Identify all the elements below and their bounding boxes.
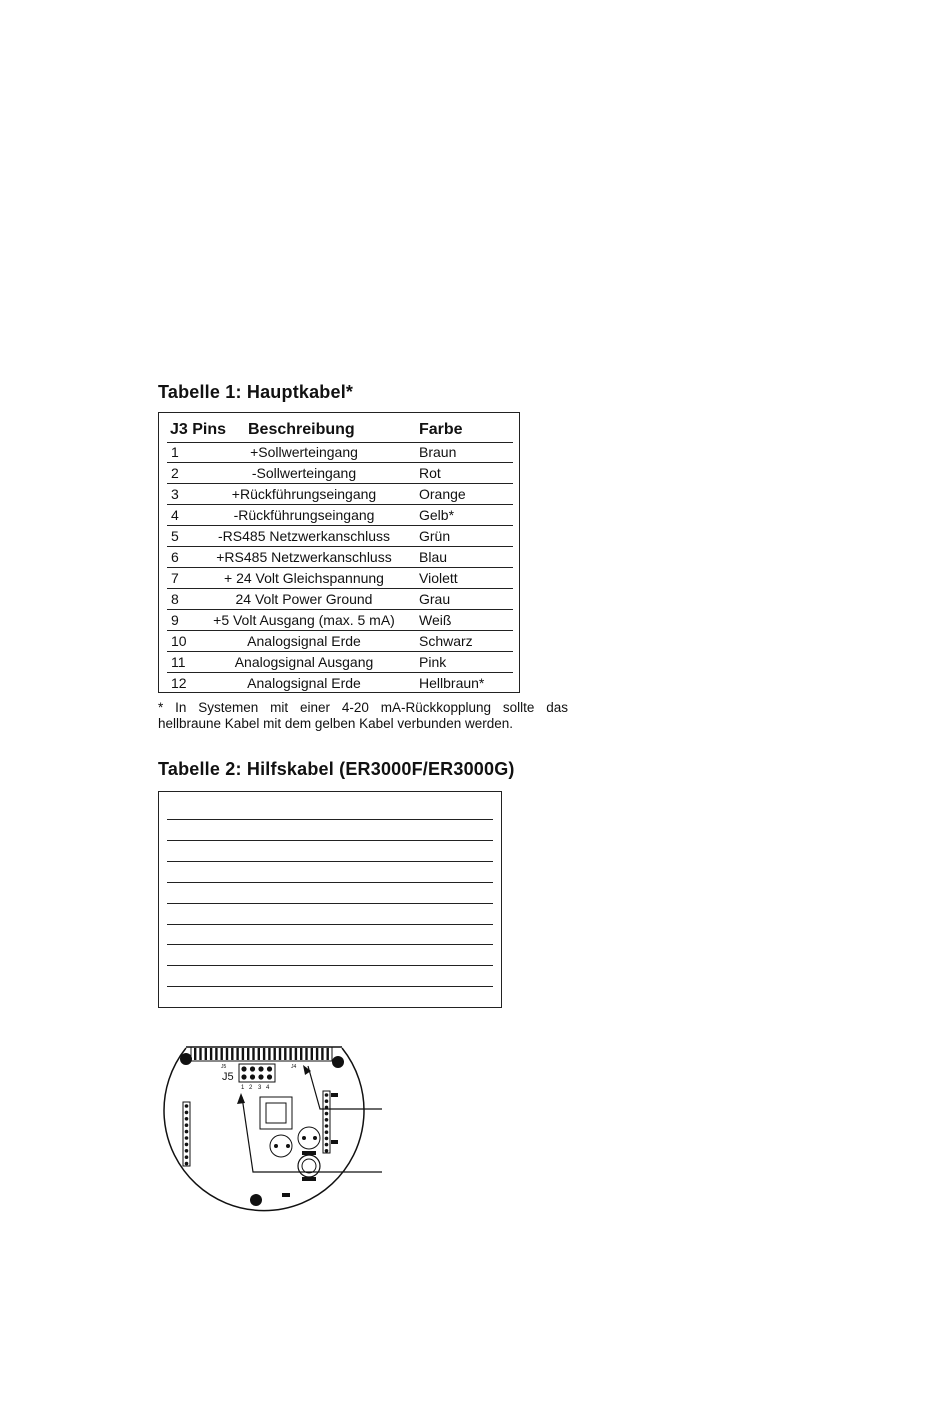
table2-title: Tabelle 2: Hilfskabel (ER3000F/ER3000G) bbox=[158, 759, 515, 779]
table-row bbox=[167, 484, 513, 505]
table-row bbox=[167, 652, 513, 673]
circuit-board-diagram bbox=[158, 1040, 388, 1216]
pin-cell: 11 bbox=[171, 654, 186, 670]
j5-connector bbox=[221, 1064, 297, 1091]
blank-row-line bbox=[167, 924, 493, 925]
color-cell: Gelb* bbox=[419, 507, 455, 523]
description-cell: +RS485 Netzwerkanschluss bbox=[216, 549, 392, 565]
header-pin-dot bbox=[185, 1155, 189, 1159]
color-cell: Violett bbox=[419, 570, 458, 586]
header-pin-dot bbox=[185, 1130, 189, 1134]
edge-pin bbox=[263, 1048, 265, 1060]
edge-pin bbox=[311, 1048, 313, 1060]
edge-pin bbox=[316, 1048, 318, 1060]
header-pin-dot bbox=[185, 1111, 189, 1115]
header-pin-dot bbox=[185, 1123, 189, 1127]
blank-row-line bbox=[167, 944, 493, 945]
edge-pin bbox=[279, 1048, 281, 1060]
description-cell: -Sollwerteingang bbox=[251, 465, 357, 481]
description-cell: Analogsignal Erde bbox=[247, 633, 361, 649]
j5-pin bbox=[241, 1066, 246, 1071]
header-pin-dot bbox=[185, 1117, 189, 1121]
pin-cell: 10 bbox=[171, 633, 187, 649]
header-pin-dot bbox=[325, 1137, 329, 1141]
pin-number-1: 1 bbox=[241, 1085, 245, 1091]
edge-pin bbox=[221, 1048, 223, 1060]
header-pin-dot bbox=[325, 1099, 329, 1103]
j5-label: J5 bbox=[222, 1071, 234, 1083]
pin-number-2: 2 bbox=[249, 1085, 253, 1091]
description-cell: -RS485 Netzwerkanschluss bbox=[218, 528, 390, 544]
edge-pin bbox=[252, 1048, 254, 1060]
description-cell: 24 Volt Power Ground bbox=[235, 591, 373, 607]
description-cell: Analogsignal Erde bbox=[247, 675, 361, 691]
pin-cell: 7 bbox=[171, 570, 179, 586]
blank-row-line bbox=[167, 861, 493, 862]
table-row bbox=[167, 631, 513, 652]
color-cell: Orange bbox=[419, 486, 466, 502]
blank-row-line bbox=[167, 819, 493, 820]
color-cell: Hellbraun* bbox=[419, 675, 485, 691]
color-cell: Schwarz bbox=[419, 633, 473, 649]
pin-cell: 8 bbox=[171, 591, 179, 607]
color-cell: Grün bbox=[419, 528, 451, 544]
aux-cable-table bbox=[158, 791, 502, 1008]
description-cell: + 24 Volt Gleichspannung bbox=[224, 570, 384, 586]
capacitor-left bbox=[270, 1135, 292, 1157]
pin-number-4: 4 bbox=[266, 1085, 270, 1091]
header-pin-dot bbox=[325, 1093, 329, 1097]
description-cell: +5 Volt Ausgang (max. 5 mA) bbox=[213, 612, 395, 628]
edge-pin bbox=[300, 1048, 302, 1060]
edge-pin bbox=[327, 1048, 329, 1060]
edge-pin bbox=[274, 1048, 276, 1060]
callout-arrow-j4 bbox=[308, 1066, 382, 1109]
edge-connector bbox=[191, 1047, 332, 1061]
mounting-hole-top-right bbox=[332, 1056, 344, 1068]
table-row bbox=[167, 505, 513, 526]
header-pin-dot bbox=[325, 1124, 329, 1128]
edge-pin bbox=[194, 1048, 196, 1060]
edge-pin bbox=[205, 1048, 207, 1060]
header-pin-dot bbox=[185, 1149, 189, 1153]
header-pin-dot bbox=[185, 1143, 189, 1147]
blank-row-line bbox=[167, 986, 493, 987]
j5-pin bbox=[267, 1066, 272, 1071]
table1-title: Tabelle 1: Hauptkabel* bbox=[158, 382, 354, 402]
pin-cell: 9 bbox=[171, 612, 179, 628]
left-pin-header bbox=[183, 1102, 190, 1166]
table1-body bbox=[167, 442, 513, 693]
j5-pin bbox=[241, 1074, 246, 1079]
pin-number-3: 3 bbox=[258, 1085, 262, 1091]
svg-text:J5: J5 bbox=[221, 1064, 227, 1070]
description-cell: +Rückführungseingang bbox=[231, 486, 377, 502]
table-row bbox=[167, 442, 513, 463]
header-pin-dot bbox=[325, 1149, 329, 1153]
header-color: Farbe bbox=[419, 421, 463, 438]
description-cell: +Sollwerteingang bbox=[250, 444, 358, 460]
header-pin: J3 Pins bbox=[170, 421, 227, 438]
table-row bbox=[167, 673, 513, 693]
table1-footnote bbox=[158, 700, 568, 732]
color-cell: Blau bbox=[419, 549, 448, 565]
table-row bbox=[167, 463, 513, 484]
edge-pin bbox=[305, 1048, 307, 1060]
table-row bbox=[167, 526, 513, 547]
footnote-line-2: hellbraune Kabel mit dem gelben Kabel verbunden werden. bbox=[158, 716, 513, 731]
capacitor-right bbox=[298, 1127, 320, 1149]
edge-pin bbox=[226, 1048, 228, 1060]
color-cell: Rot bbox=[419, 465, 441, 481]
edge-pin bbox=[231, 1048, 233, 1060]
mounting-hole-bottom bbox=[250, 1194, 262, 1206]
edge-pin bbox=[210, 1048, 212, 1060]
table-row bbox=[167, 610, 513, 631]
pin-cell: 4 bbox=[171, 507, 179, 523]
header-pin-dot bbox=[325, 1130, 329, 1134]
color-cell: Braun bbox=[419, 444, 457, 460]
pin-cell: 5 bbox=[171, 528, 179, 544]
edge-pin bbox=[321, 1048, 323, 1060]
table1-header bbox=[167, 420, 513, 443]
header-pin-dot bbox=[185, 1162, 189, 1166]
footnote-line-1: * In Systemen mit einer 4-20 mA-Rückkopplung sollte das bbox=[158, 700, 568, 715]
j5-pin bbox=[258, 1074, 263, 1079]
blank-row-line bbox=[167, 840, 493, 841]
blank-row-line bbox=[167, 965, 493, 966]
header-pin-dot bbox=[325, 1118, 329, 1122]
edge-pin bbox=[258, 1048, 260, 1060]
header-pin-dot bbox=[185, 1136, 189, 1140]
edge-pin bbox=[289, 1048, 291, 1060]
mounting-hole-top-left bbox=[180, 1053, 192, 1065]
svg-text:J4: J4 bbox=[291, 1064, 297, 1070]
header-description: Beschreibung bbox=[248, 421, 355, 438]
arrowhead-j5 bbox=[237, 1093, 245, 1104]
header-pin-dot bbox=[185, 1104, 189, 1108]
edge-pin bbox=[247, 1048, 249, 1060]
color-cell: Weiß bbox=[419, 612, 452, 628]
edge-pin bbox=[242, 1048, 244, 1060]
table-row bbox=[167, 568, 513, 589]
edge-pin bbox=[215, 1048, 217, 1060]
table-row bbox=[167, 589, 513, 610]
edge-pin bbox=[284, 1048, 286, 1060]
color-cell: Grau bbox=[419, 591, 451, 607]
right-pin-header bbox=[323, 1091, 330, 1153]
j5-pin bbox=[250, 1074, 255, 1079]
blank-row-line bbox=[167, 882, 493, 883]
color-cell: Pink bbox=[419, 654, 447, 670]
j5-pin bbox=[267, 1074, 272, 1079]
table-row bbox=[167, 547, 513, 568]
j5-pin bbox=[250, 1066, 255, 1071]
pin-cell: 1 bbox=[171, 444, 179, 460]
square-chip bbox=[260, 1097, 292, 1129]
main-cable-table bbox=[158, 412, 520, 693]
pin-cell: 6 bbox=[171, 549, 179, 565]
edge-pin bbox=[236, 1048, 238, 1060]
description-cell: Analogsignal Ausgang bbox=[234, 654, 374, 670]
j5-pin bbox=[258, 1066, 263, 1071]
round-component bbox=[298, 1151, 320, 1181]
header-pin-dot bbox=[325, 1143, 329, 1147]
edge-pin bbox=[199, 1048, 201, 1060]
edge-pin bbox=[295, 1048, 297, 1060]
edge-pin bbox=[268, 1048, 270, 1060]
blank-row-line bbox=[167, 903, 493, 904]
pin-cell: 2 bbox=[171, 465, 179, 481]
pin-cell: 3 bbox=[171, 486, 179, 502]
header-pin-dot bbox=[325, 1112, 329, 1116]
pin-cell: 12 bbox=[171, 675, 187, 691]
description-cell: -Rückführungseingang bbox=[233, 507, 375, 523]
